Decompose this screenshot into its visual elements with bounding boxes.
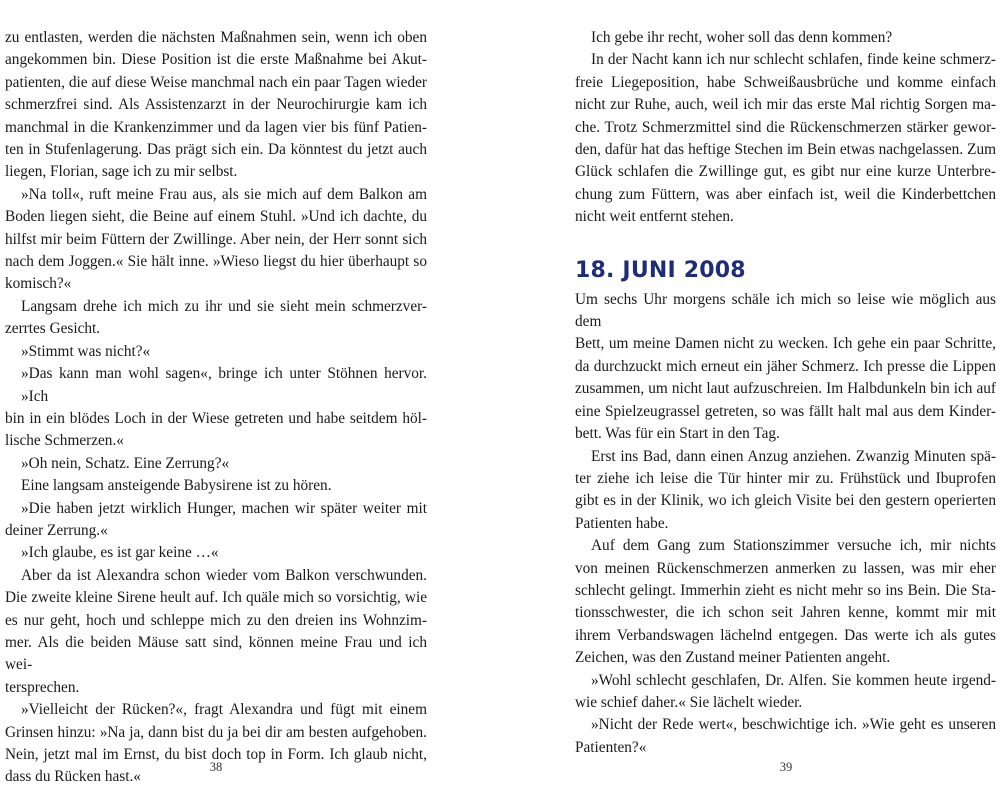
text-line: Glück schlafen die Zwillinge gut, es gibt nur eine kurze Unterbre- <box>575 163 996 181</box>
text-line: da durchzuckt mich erneut ein jäher Schmerz. Ich presse die Lippen <box>575 357 996 375</box>
text-line: Ich gebe ihr recht, woher soll das denn kommen? <box>591 29 893 46</box>
right-text-after-heading <box>575 289 996 760</box>
left-page-text <box>5 27 427 789</box>
text-line: Um sechs Uhr morgens schäle ich mich so leise wie möglich aus dem <box>575 290 996 331</box>
text-line: deiner Zerrung.« <box>5 521 108 539</box>
text-line: ten in Stufenlagerung. Das prägt sich ein. Da könntest du jetzt auch <box>5 141 427 159</box>
text-line: nicht weit entfernt stehen. <box>575 208 734 226</box>
text-line: Die zweite kleine Sirene heult auf. Ich quäle mich so vorsichtig, wie <box>5 589 427 607</box>
text-line: patienten, die auf diese Weise manchmal nach ein paar Tagen wieder <box>5 73 427 91</box>
text-line: Eine langsam ansteigende Babysirene ist zu hören. <box>21 477 332 495</box>
text-line: bin in ein blödes Loch in der Wiese getreten und habe seitdem höl- <box>5 409 427 427</box>
text-line: »Vielleicht der Rücken?«, fragt Alexandra und fügt mit einem <box>21 701 427 719</box>
text-line: »Oh nein, Schatz. Eine Zerrung?« <box>21 454 230 472</box>
chapter-heading: 18. JUNI 2008 <box>575 257 746 283</box>
text-line: »Wohl schlecht geschlafen, Dr. Alfen. Sie kommen heute irgend- <box>591 671 996 689</box>
text-line: zusammen, um nicht laut aufzuschreien. Im Halbdunkeln bin ich auf <box>575 380 996 398</box>
right-page <box>500 0 1000 800</box>
text-line: Nein, jetzt mal im Ernst, du bist doch top in Form. Ich glaub nicht, <box>5 746 427 763</box>
text-line: bett. Was für ein Start in den Tag. <box>575 425 780 443</box>
text-line: chung zum Füttern, was aber einfach ist, weil die Kinderbettchen <box>575 185 996 203</box>
text-line: tionsschwester, die ich schon seit Jahren kenne, kommt mir mit <box>575 604 996 622</box>
text-line: lische Schmerzen.« <box>5 432 124 450</box>
text-line: Erst ins Bad, dann einen Anzug anziehen. Zwanzig Minuten spä- <box>591 447 996 465</box>
text-line: Langsam drehe ich mich zu ihr und sie sieht mein schmerzver- <box>21 297 427 315</box>
text-line: Zeichen, was den Zustand meiner Patienten angeht. <box>575 649 891 667</box>
text-line: ter ziehe ich leise die Tür hinter mir zu. Frühstück und Ibuprofen <box>575 469 996 487</box>
text-line: eine Spielzeugrassel getreten, so was fällt halt mal aus dem Kinder- <box>575 402 996 420</box>
text-line: schlecht gelingt. Immerhin zieht es nicht mehr so ins Bein. Die Sta- <box>575 581 996 599</box>
text-line: »Das kann man wohl sagen«, bringe ich unter Stöhnen hervor. »Ich <box>21 365 427 405</box>
text-line: zu entlasten, werden die nächsten Maßnahmen sein, wenn ich oben <box>5 29 427 46</box>
text-line: komisch?« <box>5 275 72 293</box>
right-page-text <box>575 27 996 759</box>
text-line: den, dafür hat das heftige Stechen im Bein etwas nachgelassen. Zum <box>575 141 996 159</box>
text-line: »Die haben jetzt wirklich Hunger, machen wir später weiter mit <box>21 499 427 517</box>
text-line: mer. Als die beiden Mäuse satt sind, können meine Frau und ich wei- <box>5 633 427 674</box>
text-line: Boden liegen sieht, die Beine auf einem Stuhl. »Und ich dachte, du <box>5 208 427 226</box>
text-line: Patienten?« <box>575 738 647 756</box>
text-line: dass du Rücken hast.« <box>5 768 141 786</box>
text-line: liegen, Florian, sage ich zu mir selbst. <box>5 163 238 181</box>
text-line: nach dem Joggen.« Sie hält inne. »Wieso liegst du hier überhaupt so <box>5 253 427 271</box>
text-line: »Nicht der Rede wert«, beschwichtige ich. »Wie geht es unseren <box>591 716 996 734</box>
text-line: nicht zur Ruhe, auch, weil ich mir das erste Mal richtig Sorgen ma- <box>575 96 996 114</box>
text-line: Auf dem Gang zum Stationszimmer versuche ich, mir nichts <box>591 537 996 555</box>
text-line: che. Trotz Schmerzmittel sind die Rückenschmerzen stärker gewor- <box>575 118 996 136</box>
page-number-right: 39 <box>779 760 793 774</box>
text-line: In der Nacht kann ich nur schlecht schlafen, finde keine schmerz- <box>591 51 996 69</box>
text-line: Patienten habe. <box>575 514 669 532</box>
text-line: Grinsen hinzu: »Na ja, dann bist du ja bei dir am besten aufgehoben. <box>5 723 427 741</box>
text-line: zerrtes Gesicht. <box>5 320 101 338</box>
text-line: Aber da ist Alexandra schon wieder vom Balkon verschwunden. <box>21 566 427 584</box>
text-line: freie Liegeposition, habe Schweißausbrüche und komme einfach <box>575 73 996 91</box>
text-line: wie schief daher.« Sie lächelt wieder. <box>575 693 803 711</box>
text-line: »Stimmt was nicht?« <box>21 342 151 360</box>
text-line: ihrem Verbandswagen lächelnd entgegen. Das werte ich als gutes <box>575 626 996 644</box>
text-line: »Ich glaube, es ist gar keine …« <box>21 544 219 562</box>
text-line: »Na toll«, ruft meine Frau aus, als sie mich auf dem Balkon am <box>21 185 427 203</box>
text-line: gibt es in der Klinik, wo ich gleich Visite bei den gestern operierten <box>575 492 996 510</box>
text-line: manchmal in die Krankenzimmer und da lagen vier bis fünf Patien- <box>5 118 427 136</box>
text-line: es nur geht, hoch und schleppe mich zu den dreien ins Wohnzim- <box>5 611 427 629</box>
text-line: hilfst mir beim Füttern der Zwillinge. Aber nein, der Herr sonnt sich <box>5 230 427 248</box>
right-text-before-heading <box>575 27 996 229</box>
page-number-left: 38 <box>209 760 223 774</box>
text-line: angekommen bin. Diese Position ist die erste Maßnahme bei Akut- <box>5 51 427 69</box>
text-line: Bett, um meine Damen nicht zu wecken. Ich gehe ein paar Schritte, <box>575 335 996 353</box>
text-line: von meinen Rückenschmerzen anmerken zu lassen, was mir eher <box>575 559 996 577</box>
text-line: tersprechen. <box>5 678 80 696</box>
text-line: schmerzfrei sind. Als Assistenzarzt in der Neurochirurgie kam ich <box>5 96 427 114</box>
